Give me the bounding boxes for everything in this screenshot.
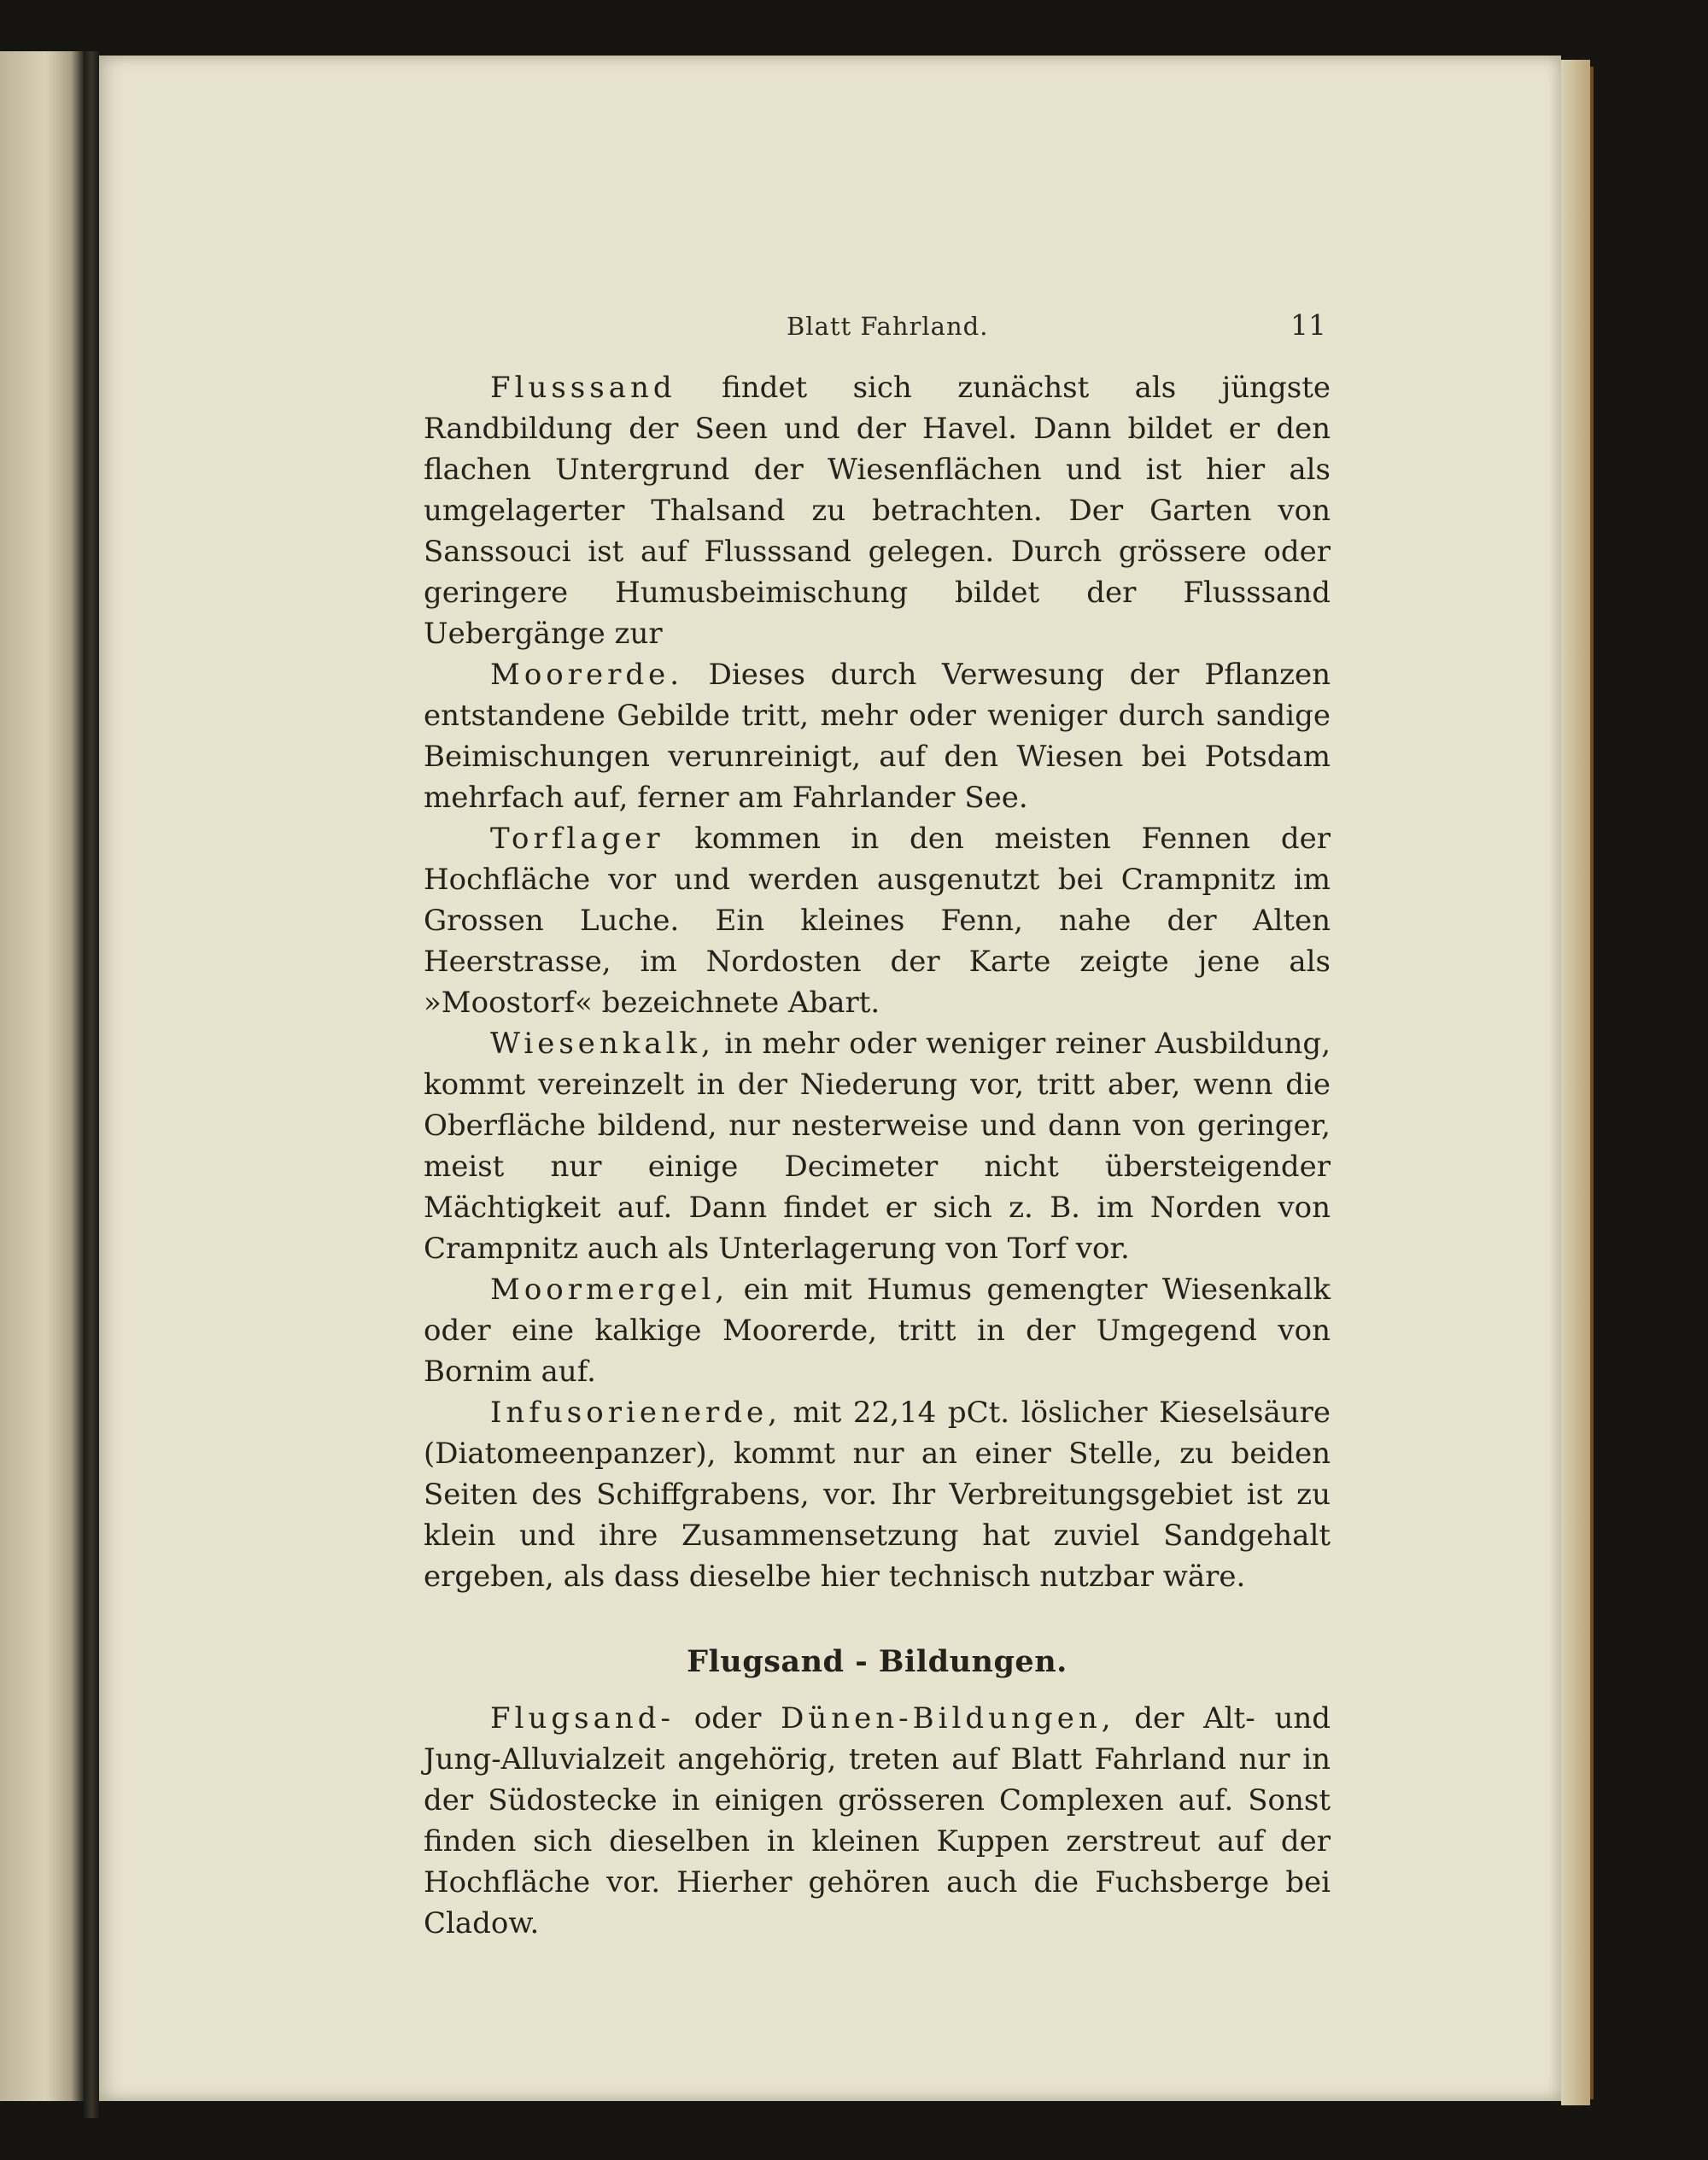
term: Torflager	[490, 822, 664, 856]
term: Moormergel,	[490, 1273, 729, 1307]
term: Flugsand-	[490, 1701, 675, 1736]
term: Infusorienerde,	[490, 1396, 781, 1430]
page-body	[424, 367, 1331, 1944]
paragraph-text: ein mit Humus gemengter Wiesenkalk oder eine kalkige Moorerde, tritt in der Umgegend von Bornim auf.	[424, 1273, 1331, 1389]
paragraph-text: findet sich zunächst als jüngste Randbildung der Seen und der Havel. Dann bildet er den flachen Untergrund der Wiesenflächen und ist hier als umgelagerter Thalsand zu betrachten. Der Garten von Sanssouci ist auf Flusssand gelegen. Durch grössere oder geringere Humusbeimischung bildet der Flusssand Uebergänge zur	[424, 371, 1331, 651]
paragraph-moormergel	[424, 1269, 1331, 1392]
book-spine	[84, 51, 99, 2118]
paragraph-torflager	[424, 818, 1331, 1023]
term: Flusssand	[490, 371, 676, 405]
running-head-title: Blatt Fahrland.	[787, 312, 989, 341]
paragraph-flusssand	[424, 367, 1331, 654]
term: Moorerde.	[490, 658, 684, 692]
paragraph-text: der Alt- und Jung-Alluvialzeit angehörig, treten auf Blatt Fahrland nur in der Südostecke in einigen grösseren Complexen auf. Sonst finden sich dieselben in kleinen Kuppen zerstreut auf der Hochfläche vor. Hierher gehören auch die Fuchsberge bei Cladow.	[424, 1701, 1331, 1940]
section-heading: Flugsand - Bildungen.	[687, 1644, 1068, 1679]
paragraph-text: kommen in den meisten Fennen der Hochfläche vor und werden ausgenutzt bei Crampnitz im Grossen Luche. Ein kleines Fenn, nahe der Alten Heerstrasse, im Nordosten der Karte zeigte jene als »Moostorf« bezeichnete Abart.	[424, 822, 1331, 1020]
left-page-edge	[0, 51, 84, 2101]
paragraph-text: oder	[675, 1701, 781, 1736]
running-head	[99, 308, 1561, 346]
paragraph-wiesenkalk	[424, 1023, 1331, 1269]
paragraph-infusorienerde	[424, 1392, 1331, 1597]
book-page	[99, 56, 1561, 2101]
page-number: 11	[1290, 308, 1326, 342]
term: Dünen-Bildungen,	[781, 1701, 1115, 1736]
paragraph-moorerde	[424, 654, 1331, 818]
paragraph-flugsand	[424, 1698, 1331, 1944]
paragraph-text: Dieses durch Verwesung der Pflanzen entstandene Gebilde tritt, mehr oder weniger durch sandige Beimischungen verunreinigt, auf den Wiesen bei Potsdam mehrfach auf, ferner am Fahrlander See.	[424, 658, 1331, 815]
paragraph-text: in mehr oder weniger reiner Ausbildung, kommt vereinzelt in der Niederung vor, tritt aber, wenn die Oberfläche bildend, nur nesterweise und dann von geringer, meist nur einige Decimeter nicht übersteigender Mächtigkeit auf. Dann findet er sich z. B. im Norden von Crampnitz auch als Unterlagerung von Torf vor.	[424, 1027, 1331, 1266]
paragraph-text: mit 22,14 pCt. löslicher Kieselsäure (Diatomeenpanzer), kommt nur an einer Stelle, zu beiden Seiten des Schiffgrabens, vor. Ihr Verbreitungsgebiet ist zu klein und ihre Zusammensetzung hat zuviel Sandgehalt ergeben, als dass dieselbe hier technisch nutzbar wäre.	[424, 1396, 1331, 1594]
term: Wiesenkalk,	[490, 1027, 715, 1061]
page-stack-edge	[1561, 60, 1590, 2105]
